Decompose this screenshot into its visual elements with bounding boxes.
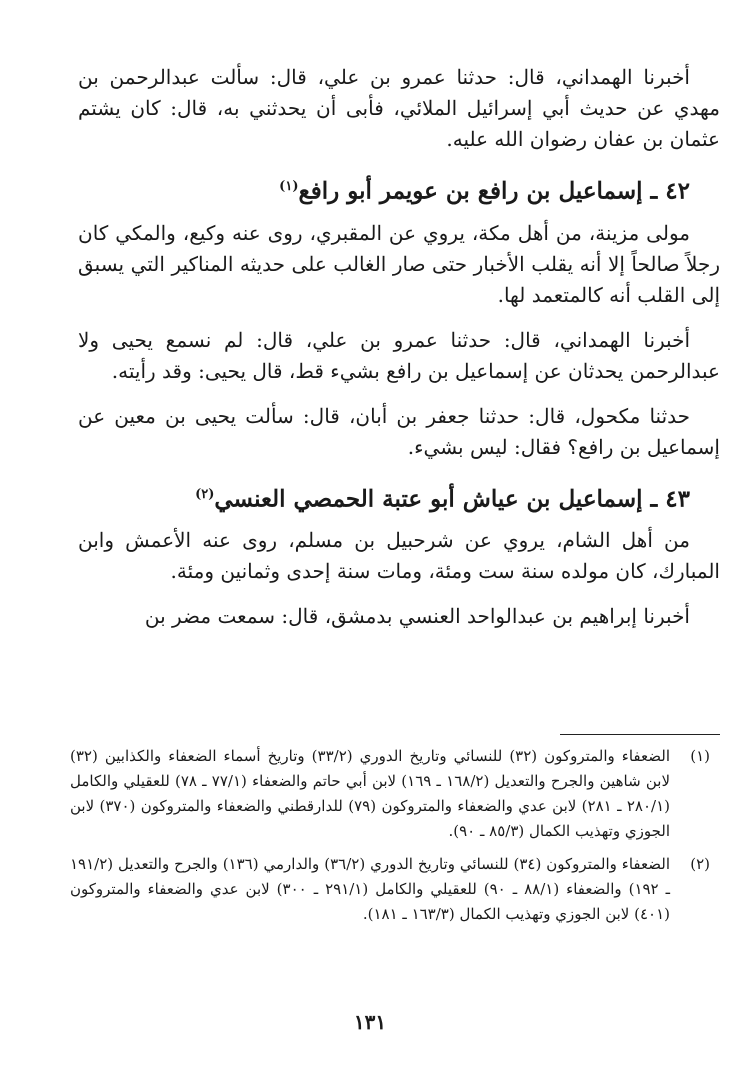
footnote-1 [70,744,710,844]
entry-heading-42-text: ٤٢ ـ إسماعيل بن رافع بن عويمر أبو رافع [298,177,690,205]
footnote-ref-1: (١) [279,179,299,194]
paragraph-6: أخبرنا إبراهيم بن عبدالواحد العنسي بدمشق، قال: سمعت مضر بن [144,604,690,629]
paragraph-3: أخبرنا الهمداني، قال: حدثنا عمرو بن علي، قال: لم نسمع يحيى ولا عبدالرحمن يحدثان عن إسماعيل بن رافع بشيء قط، قال يحيى: وقد رأيته. [78,327,720,383]
paragraph-5: من أهل الشام، يروي عن شرحبيل بن مسلم، روى عنه الأعمش وابن المبارك، كان مولده سنة ست ومئة، ومات سنة إحدى وثمانين ومئة. [78,528,720,584]
footnote-2-number: (٢) [690,855,710,873]
footnote-2 [70,852,710,927]
page-number: ١٣١ [353,1010,387,1034]
paragraph-2: مولى مزينة، من أهل مكة، يروي عن المقبري، روى عنه وكيع، والمكي كان رجلاً صالحاً إلا أنه يقلب الأخبار حتى صار الغالب على حديثه المناكير التي يسبق إلى القلب أنه كالمتعمد لها. [78,220,720,307]
footnote-1-number: (١) [690,747,710,765]
footnote-separator [560,734,720,735]
footnote-1-text: الضعفاء والمتروكون (٣٢) للنسائي وتاريخ الدوري (٣٣/٢) وتاريخ أسماء الضعفاء والكذابين (٣٢) لابن شاهين والجرح والتعديل (١٦٨/٢ ـ ١٦٩) لابن أبي حاتم والضعفاء (٧٧/١ ـ ٧٨) للعقيلي والكامل (٢٨٠/١ ـ ٢٨١) لابن عدي والضعفاء والمتروكون (٧٩) للدارقطني والضعفاء والمتروكون (٣٧٠) لابن الجوزي وتهذيب الكمال (٨٥/٣ ـ ٩٠). [70,747,671,840]
paragraph-4: حدثنا مكحول، قال: حدثنا جعفر بن أبان، قال: سألت يحيى بن معين عن إسماعيل بن رافع؟ فقال: ليس بشيء. [78,403,720,459]
paragraph-1: أخبرنا الهمداني، قال: حدثنا عمرو بن علي، قال: سألت عبدالرحمن بن مهدي عن حديث أبي إسرائيل الملائي، فأبى أن يحدثني به، قال: كان يشتم عثمان بن عفان رضوان الله عليه. [78,65,720,151]
entry-heading-42 [78,171,720,208]
footnote-2-text: الضعفاء والمتروكون (٣٤) للنسائي وتاريخ الدوري (٣٦/٢) والدارمي (١٣٦) والجرح والتعديل (١٩١/٢ ـ ١٩٢) والضعفاء (٨٨/١ ـ ٩٠) للعقيلي والكامل (٢٩١/١ ـ ٣٠٠) لابن عدي والضعفاء والمتروكون (٤٠١) لابن الجوزي وتهذيب الكمال (١٦٣/٣ ـ ١٨١). [70,855,671,923]
entry-heading-43 [78,479,720,516]
entry-heading-43-text: ٤٣ ـ إسماعيل بن عياش أبو عتبة الحمصي العنسي [214,485,690,513]
footnotes [70,744,710,935]
page-body [78,62,720,646]
footnote-ref-2: (٢) [195,486,215,502]
